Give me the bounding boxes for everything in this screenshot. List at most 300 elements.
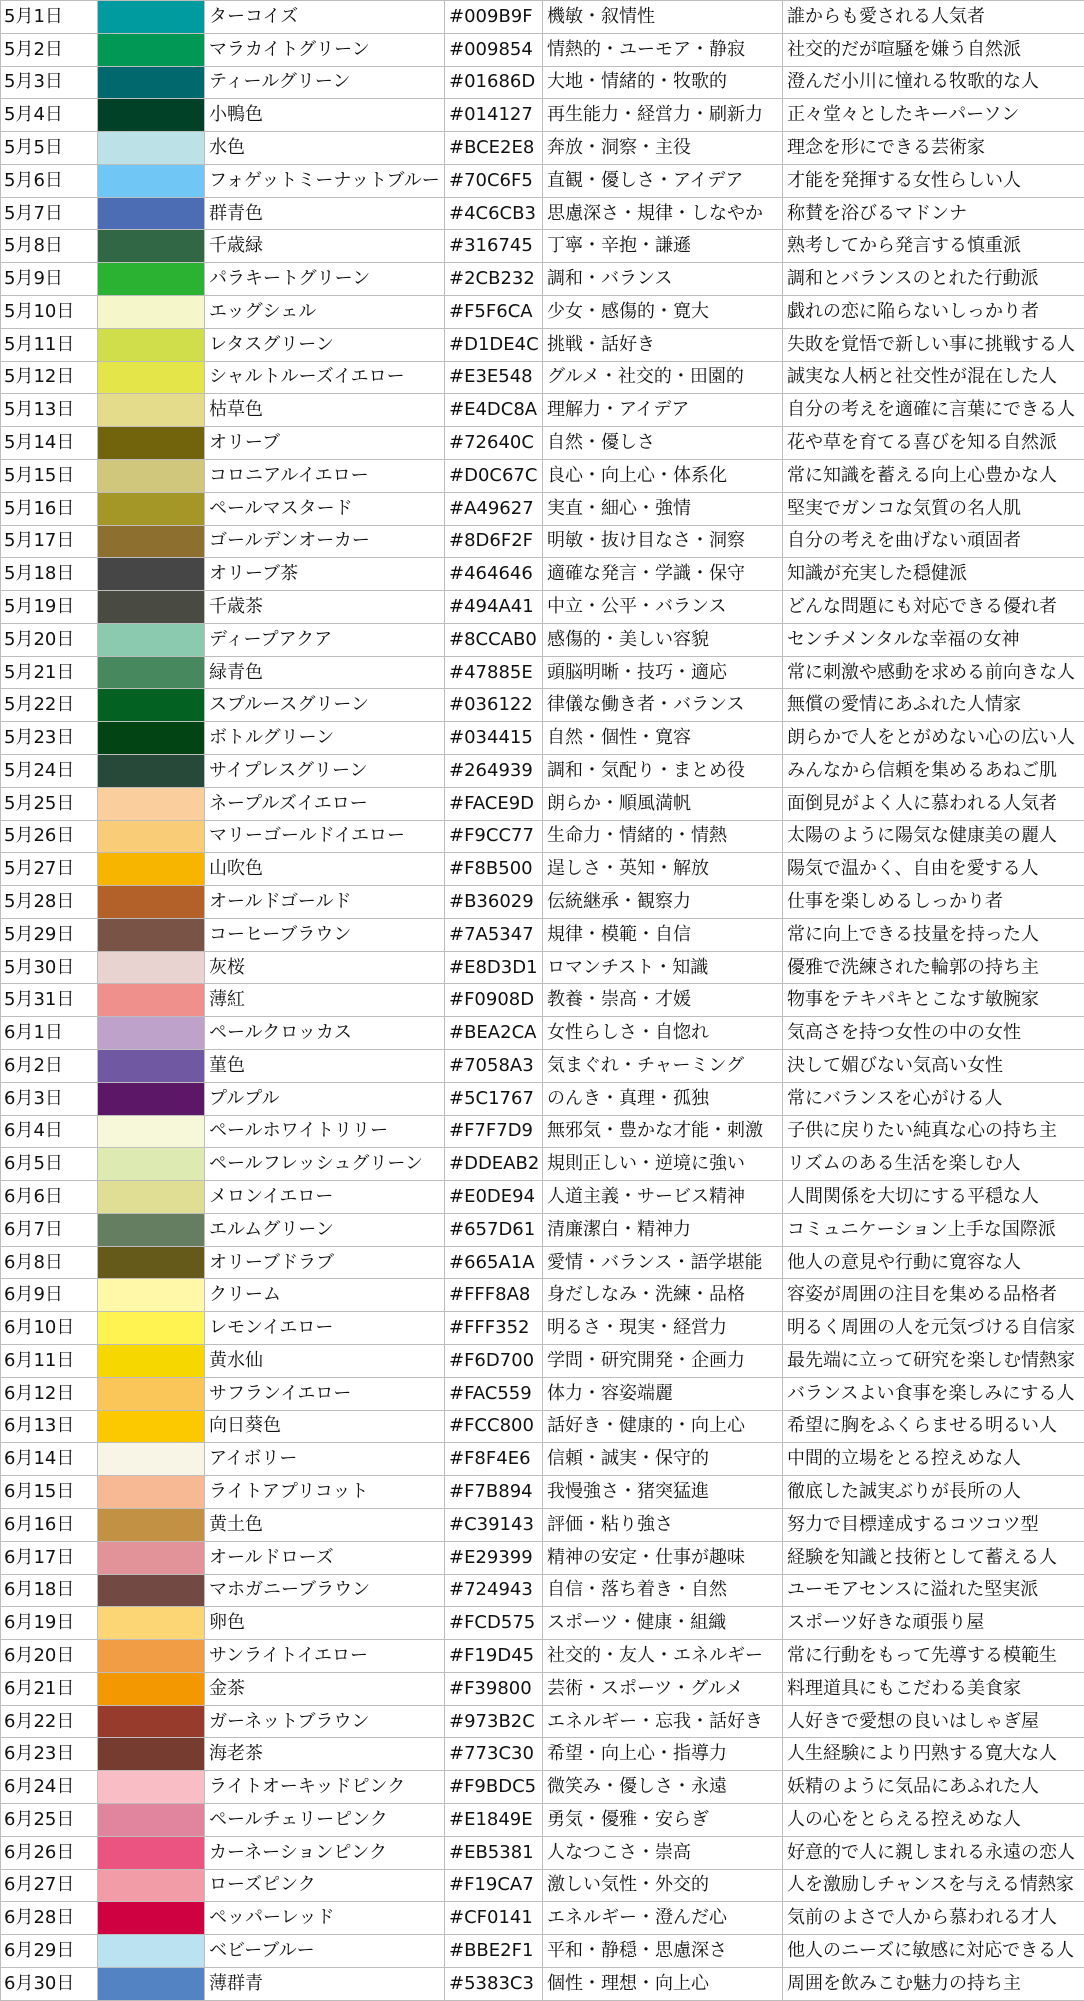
personality-cell: 堅実でガンコな気質の名人肌 [783,492,1084,525]
table-row [1,1181,1084,1214]
keywords-cell: エネルギー・澄んだ心 [543,1902,783,1935]
personality-cell: 周囲を飲みこむ魅力の持ち主 [783,1967,1084,2000]
table-row [1,1771,1084,1804]
color-name-cell: ペールホワイトリリー [205,1115,445,1148]
keywords-cell: 思慮深さ・規律・しなやか [543,197,783,230]
personality-cell: 陽気で温かく、自由を愛する人 [783,853,1084,886]
date-cell: 5月28日 [1,886,98,919]
personality-cell: 中間的立場をとる控えめな人 [783,1443,1084,1476]
keywords-cell: 体力・容姿端麗 [543,1377,783,1410]
hex-code-cell: #316745 [445,230,543,263]
date-cell: 6月8日 [1,1246,98,1279]
table-row [1,918,1084,951]
table-row [1,1410,1084,1443]
color-name-cell: ベビーブルー [205,1935,445,1968]
personality-cell: 料理道具にもこだわる美食家 [783,1672,1084,1705]
keywords-cell: スポーツ・健康・組織 [543,1607,783,1640]
personality-cell: 熟考してから発言する慎重派 [783,230,1084,263]
date-cell: 6月29日 [1,1935,98,1968]
color-name-cell: 緑青色 [205,656,445,689]
date-cell: 5月27日 [1,853,98,886]
table-row [1,1279,1084,1312]
date-cell: 6月10日 [1,1312,98,1345]
color-swatch [98,164,205,197]
hex-code-cell: #F8F4E6 [445,1443,543,1476]
color-swatch [98,1738,205,1771]
keywords-cell: 律儀な働き者・バランス [543,689,783,722]
keywords-cell: 人なつこさ・崇高 [543,1836,783,1869]
personality-cell: 他人のニーズに敏感に対応できる人 [783,1935,1084,1968]
color-swatch [98,525,205,558]
date-cell: 5月31日 [1,984,98,1017]
personality-cell: 決して媚びない気高い女性 [783,1050,1084,1083]
date-cell: 5月6日 [1,164,98,197]
keywords-cell: 理解力・アイデア [543,394,783,427]
personality-cell: 自分の考えを曲げない頑固者 [783,525,1084,558]
date-cell: 5月24日 [1,754,98,787]
color-name-cell: 小鴨色 [205,99,445,132]
color-name-cell: サイプレスグリーン [205,754,445,787]
color-name-cell: 黄土色 [205,1508,445,1541]
table-row [1,689,1084,722]
color-name-cell: 水色 [205,132,445,165]
hex-code-cell: #FCD575 [445,1607,543,1640]
hex-code-cell: #CF0141 [445,1902,543,1935]
personality-cell: 誠実な人柄と社交性が混在した人 [783,361,1084,394]
color-swatch [98,459,205,492]
table-row [1,296,1084,329]
date-cell: 5月17日 [1,525,98,558]
hex-code-cell: #F8B500 [445,853,543,886]
date-cell: 5月7日 [1,197,98,230]
date-cell: 5月26日 [1,820,98,853]
color-swatch [98,1410,205,1443]
hex-code-cell: #5C1767 [445,1082,543,1115]
personality-cell: 澄んだ小川に憧れる牧歌的な人 [783,66,1084,99]
date-cell: 6月6日 [1,1181,98,1214]
keywords-cell: 逞しさ・英知・解放 [543,853,783,886]
date-cell: 6月18日 [1,1574,98,1607]
keywords-cell: 評価・粘り強さ [543,1508,783,1541]
personality-cell: ユーモアセンスに溢れた堅実派 [783,1574,1084,1607]
table-row [1,1869,1084,1902]
color-name-cell: 薄群青 [205,1967,445,2000]
hex-code-cell: #B36029 [445,886,543,919]
personality-cell: 誰からも愛される人気者 [783,1,1084,34]
table-row [1,164,1084,197]
hex-code-cell: #F19D45 [445,1640,543,1673]
hex-code-cell: #E3E548 [445,361,543,394]
color-name-cell: パラキートグリーン [205,263,445,296]
color-name-cell: 枯草色 [205,394,445,427]
personality-cell: センチメンタルな幸福の女神 [783,623,1084,656]
table-row [1,984,1084,1017]
personality-cell: リズムのある生活を楽しむ人 [783,1148,1084,1181]
personality-cell: 優雅で洗練された輪郭の持ち主 [783,951,1084,984]
color-name-cell: オールドローズ [205,1541,445,1574]
color-name-cell: サフランイエロー [205,1377,445,1410]
color-swatch [98,1672,205,1705]
hex-code-cell: #657D61 [445,1213,543,1246]
color-swatch [98,1869,205,1902]
personality-cell: 自分の考えを適確に言葉にできる人 [783,394,1084,427]
keywords-cell: 芸術・スポーツ・グルメ [543,1672,783,1705]
hex-code-cell: #8CCAB0 [445,623,543,656]
hex-code-cell: #F7F7D9 [445,1115,543,1148]
hex-code-cell: #2CB232 [445,263,543,296]
keywords-cell: 伝統継承・観察力 [543,886,783,919]
color-name-cell: 群青色 [205,197,445,230]
personality-cell: 常に知識を蓄える向上心豊かな人 [783,459,1084,492]
keywords-cell: 個性・理想・向上心 [543,1967,783,2000]
color-name-cell: 金茶 [205,1672,445,1705]
table-row [1,1738,1084,1771]
color-name-cell: 山吹色 [205,853,445,886]
color-name-cell: ローズピンク [205,1869,445,1902]
color-name-cell: レモンイエロー [205,1312,445,1345]
color-swatch [98,1279,205,1312]
personality-cell: 気前のよさで人から慕われる才人 [783,1902,1084,1935]
date-cell: 5月16日 [1,492,98,525]
personality-cell: 人の心をとらえる控えめな人 [783,1803,1084,1836]
personality-cell: 人間関係を大切にする平穏な人 [783,1181,1084,1214]
keywords-cell: 社交的・友人・エネルギー [543,1640,783,1673]
personality-cell: 容姿が周囲の注目を集める品格者 [783,1279,1084,1312]
color-name-cell: 海老茶 [205,1738,445,1771]
color-swatch [98,1640,205,1673]
keywords-cell: 規則正しい・逆境に強い [543,1148,783,1181]
hex-code-cell: #665A1A [445,1246,543,1279]
table-row [1,1312,1084,1345]
color-name-cell: ペールマスタード [205,492,445,525]
date-cell: 6月1日 [1,1017,98,1050]
color-name-cell: オリーブ [205,427,445,460]
table-row [1,1836,1084,1869]
hex-code-cell: #009B9F [445,1,543,34]
hex-code-cell: #EB5381 [445,1836,543,1869]
keywords-cell: 丁寧・辛抱・謙遜 [543,230,783,263]
color-name-cell: シャルトルーズイエロー [205,361,445,394]
color-name-cell: カーネーションピンク [205,1836,445,1869]
keywords-cell: 我慢強さ・猪突猛進 [543,1476,783,1509]
hex-code-cell: #5383C3 [445,1967,543,2000]
keywords-cell: 調和・気配り・まとめ役 [543,754,783,787]
hex-code-cell: #009854 [445,33,543,66]
date-cell: 5月4日 [1,99,98,132]
table-row [1,1213,1084,1246]
personality-cell: 徹底した誠実ぶりが長所の人 [783,1476,1084,1509]
hex-code-cell: #034415 [445,722,543,755]
hex-code-cell: #DDEAB2 [445,1148,543,1181]
date-cell: 6月3日 [1,1082,98,1115]
color-name-cell: ティールグリーン [205,66,445,99]
hex-code-cell: #FACE9D [445,787,543,820]
personality-cell: 社交的だが喧騒を嫌う自然派 [783,33,1084,66]
table-row [1,558,1084,591]
hex-code-cell: #F6D700 [445,1345,543,1378]
color-swatch [98,492,205,525]
personality-cell: 調和とバランスのとれた行動派 [783,263,1084,296]
keywords-cell: 自然・個性・寛容 [543,722,783,755]
keywords-cell: 教養・崇高・才媛 [543,984,783,1017]
color-swatch [98,1705,205,1738]
hex-code-cell: #8D6F2F [445,525,543,558]
color-name-cell: マリーゴールドイエロー [205,820,445,853]
personality-cell: 努力で目標達成するコツコツ型 [783,1508,1084,1541]
keywords-cell: 愛情・バランス・語学堪能 [543,1246,783,1279]
keywords-cell: 適確な発言・学識・保守 [543,558,783,591]
color-swatch [98,197,205,230]
table-row [1,394,1084,427]
color-swatch [98,1443,205,1476]
personality-cell: どんな問題にも対応できる優れ者 [783,591,1084,624]
date-cell: 5月21日 [1,656,98,689]
color-name-cell: 灰桜 [205,951,445,984]
date-cell: 5月8日 [1,230,98,263]
keywords-cell: エネルギー・忘我・話好き [543,1705,783,1738]
hex-code-cell: #F7B894 [445,1476,543,1509]
personality-cell: スポーツ好きな頑張り屋 [783,1607,1084,1640]
table-row [1,1115,1084,1148]
color-swatch [98,1017,205,1050]
table-row [1,525,1084,558]
table-row [1,328,1084,361]
date-cell: 5月9日 [1,263,98,296]
color-swatch [98,230,205,263]
hex-code-cell: #C39143 [445,1508,543,1541]
keywords-cell: 自信・落ち着き・自然 [543,1574,783,1607]
table-row [1,1050,1084,1083]
table-row [1,361,1084,394]
date-cell: 5月29日 [1,918,98,951]
color-name-cell: 黄水仙 [205,1345,445,1378]
personality-cell: 人を激励しチャンスを与える情熱家 [783,1869,1084,1902]
personality-cell: 知識が充実した穏健派 [783,558,1084,591]
keywords-cell: 頭脳明晰・技巧・適応 [543,656,783,689]
personality-cell: 常に向上できる技量を持った人 [783,918,1084,951]
color-swatch [98,1574,205,1607]
hex-code-cell: #F9CC77 [445,820,543,853]
keywords-cell: 良心・向上心・体系化 [543,459,783,492]
color-name-cell: 千歳茶 [205,591,445,624]
date-cell: 5月30日 [1,951,98,984]
date-cell: 5月23日 [1,722,98,755]
hex-code-cell: #A49627 [445,492,543,525]
hex-code-cell: #F5F6CA [445,296,543,329]
keywords-cell: 精神の安定・仕事が趣味 [543,1541,783,1574]
color-name-cell: ディープアクア [205,623,445,656]
color-name-cell: スプルースグリーン [205,689,445,722]
table-row [1,230,1084,263]
keywords-cell: 話好き・健康的・向上心 [543,1410,783,1443]
personality-cell: 希望に胸をふくらませる明るい人 [783,1410,1084,1443]
keywords-cell: 自然・優しさ [543,427,783,460]
color-name-cell: ターコイズ [205,1,445,34]
color-swatch [98,558,205,591]
personality-cell: 明るく周囲の人を元気づける自信家 [783,1312,1084,1345]
keywords-cell: 機敏・叙情性 [543,1,783,34]
color-swatch [98,591,205,624]
color-swatch [98,1377,205,1410]
date-cell: 6月14日 [1,1443,98,1476]
keywords-cell: 情熱的・ユーモア・静寂 [543,33,783,66]
date-cell: 5月15日 [1,459,98,492]
date-cell: 5月11日 [1,328,98,361]
date-cell: 6月13日 [1,1410,98,1443]
table-row [1,1443,1084,1476]
date-cell: 5月14日 [1,427,98,460]
color-name-cell: レタスグリーン [205,328,445,361]
color-swatch [98,66,205,99]
keywords-cell: 希望・向上心・指導力 [543,1738,783,1771]
keywords-cell: 挑戦・話好き [543,328,783,361]
date-cell: 6月30日 [1,1967,98,2000]
table-row [1,1672,1084,1705]
personality-cell: 常に刺激や感動を求める前向きな人 [783,656,1084,689]
color-swatch [98,754,205,787]
hex-code-cell: #F19CA7 [445,1869,543,1902]
personality-cell: 好意的で人に親しまれる永遠の恋人 [783,1836,1084,1869]
keywords-cell: 身だしなみ・洗練・品格 [543,1279,783,1312]
hex-code-cell: #E8D3D1 [445,951,543,984]
color-swatch [98,1902,205,1935]
color-name-cell: 千歳緑 [205,230,445,263]
table-row [1,754,1084,787]
hex-code-cell: #264939 [445,754,543,787]
date-cell: 6月7日 [1,1213,98,1246]
color-name-cell: アイボリー [205,1443,445,1476]
keywords-cell: 無邪気・豊かな才能・刺激 [543,1115,783,1148]
personality-cell: 物事をテキパキとこなす敏腕家 [783,984,1084,1017]
table-row [1,1541,1084,1574]
hex-code-cell: #BEA2CA [445,1017,543,1050]
hex-code-cell: #7058A3 [445,1050,543,1083]
hex-code-cell: #F9BDC5 [445,1771,543,1804]
color-name-cell: コロニアルイエロー [205,459,445,492]
color-name-cell: フォゲットミーナットブルー [205,164,445,197]
personality-cell: 仕事を楽しめるしっかり者 [783,886,1084,919]
personality-cell: 気高さを持つ女性の中の女性 [783,1017,1084,1050]
color-name-cell: ライトオーキッドピンク [205,1771,445,1804]
color-swatch [98,1803,205,1836]
table-row [1,427,1084,460]
hex-code-cell: #464646 [445,558,543,591]
hex-code-cell: #014127 [445,99,543,132]
color-swatch [98,99,205,132]
keywords-cell: ロマンチスト・知識 [543,951,783,984]
color-swatch [98,656,205,689]
color-name-cell: ペールクロッカス [205,1017,445,1050]
color-name-cell: ネープルズイエロー [205,787,445,820]
color-name-cell: オリーブドラブ [205,1246,445,1279]
personality-cell: 正々堂々としたキーパーソン [783,99,1084,132]
keywords-cell: 再生能力・経営力・刷新力 [543,99,783,132]
table-row [1,1574,1084,1607]
personality-cell: みんなから信頼を集めるあねご肌 [783,754,1084,787]
table-row [1,66,1084,99]
color-name-cell: エルムグリーン [205,1213,445,1246]
keywords-cell: グルメ・社交的・田園的 [543,361,783,394]
color-name-cell: ペールフレッシュグリーン [205,1148,445,1181]
hex-code-cell: #FAC559 [445,1377,543,1410]
hex-code-cell: #7A5347 [445,918,543,951]
table-row [1,1377,1084,1410]
date-cell: 6月2日 [1,1050,98,1083]
date-cell: 6月27日 [1,1869,98,1902]
color-swatch [98,623,205,656]
date-cell: 6月17日 [1,1541,98,1574]
color-swatch [98,263,205,296]
date-cell: 5月19日 [1,591,98,624]
keywords-cell: 朗らか・順風満帆 [543,787,783,820]
table-row [1,1640,1084,1673]
hex-code-cell: #D1DE4C [445,328,543,361]
color-swatch [98,787,205,820]
hex-code-cell: #FCC800 [445,1410,543,1443]
personality-cell: 経験を知識と技術として蓄える人 [783,1541,1084,1574]
personality-cell: 人生経験により円熟する寛大な人 [783,1738,1084,1771]
date-cell: 5月18日 [1,558,98,591]
personality-cell: 常にバランスを心がける人 [783,1082,1084,1115]
keywords-cell: 気まぐれ・チャーミング [543,1050,783,1083]
keywords-cell: 奔放・洞察・主役 [543,132,783,165]
date-cell: 6月26日 [1,1836,98,1869]
date-cell: 5月20日 [1,623,98,656]
table-row [1,951,1084,984]
table-row [1,33,1084,66]
hex-code-cell: #D0C67C [445,459,543,492]
keywords-cell: 人道主義・サービス精神 [543,1181,783,1214]
color-name-cell: 薄紅 [205,984,445,1017]
color-swatch [98,1246,205,1279]
personality-cell: 才能を発揮する女性らしい人 [783,164,1084,197]
table-row [1,132,1084,165]
personality-cell: 失敗を覚悟で新しい事に挑戦する人 [783,328,1084,361]
personality-cell: バランスよい食事を楽しみにする人 [783,1377,1084,1410]
date-cell: 6月24日 [1,1771,98,1804]
personality-cell: 朗らかで人をとがめない心の広い人 [783,722,1084,755]
personality-cell: 無償の愛情にあふれた人情家 [783,689,1084,722]
color-name-cell: プルプル [205,1082,445,1115]
color-swatch [98,328,205,361]
hex-code-cell: #E29399 [445,1541,543,1574]
color-swatch [98,1181,205,1214]
color-name-cell: ボトルグリーン [205,722,445,755]
hex-code-cell: #E4DC8A [445,394,543,427]
date-cell: 6月15日 [1,1476,98,1509]
keywords-cell: 調和・バランス [543,263,783,296]
date-cell: 5月10日 [1,296,98,329]
hex-code-cell: #E1849E [445,1803,543,1836]
keywords-cell: のんき・真理・孤独 [543,1082,783,1115]
personality-cell: コミュニケーション上手な国際派 [783,1213,1084,1246]
date-cell: 6月20日 [1,1640,98,1673]
personality-cell: 他人の意見や行動に寛容な人 [783,1246,1084,1279]
date-cell: 6月28日 [1,1902,98,1935]
color-swatch [98,820,205,853]
table-body [1,1,1084,2001]
color-swatch [98,1476,205,1509]
table-row [1,820,1084,853]
color-swatch [98,951,205,984]
color-name-cell: オールドゴールド [205,886,445,919]
hex-code-cell: #F0908D [445,984,543,1017]
personality-cell: 人好きで愛想の良いはしゃぎ屋 [783,1705,1084,1738]
date-cell: 5月3日 [1,66,98,99]
hex-code-cell: #FFF8A8 [445,1279,543,1312]
color-swatch [98,1345,205,1378]
keywords-cell: 中立・公平・バランス [543,591,783,624]
